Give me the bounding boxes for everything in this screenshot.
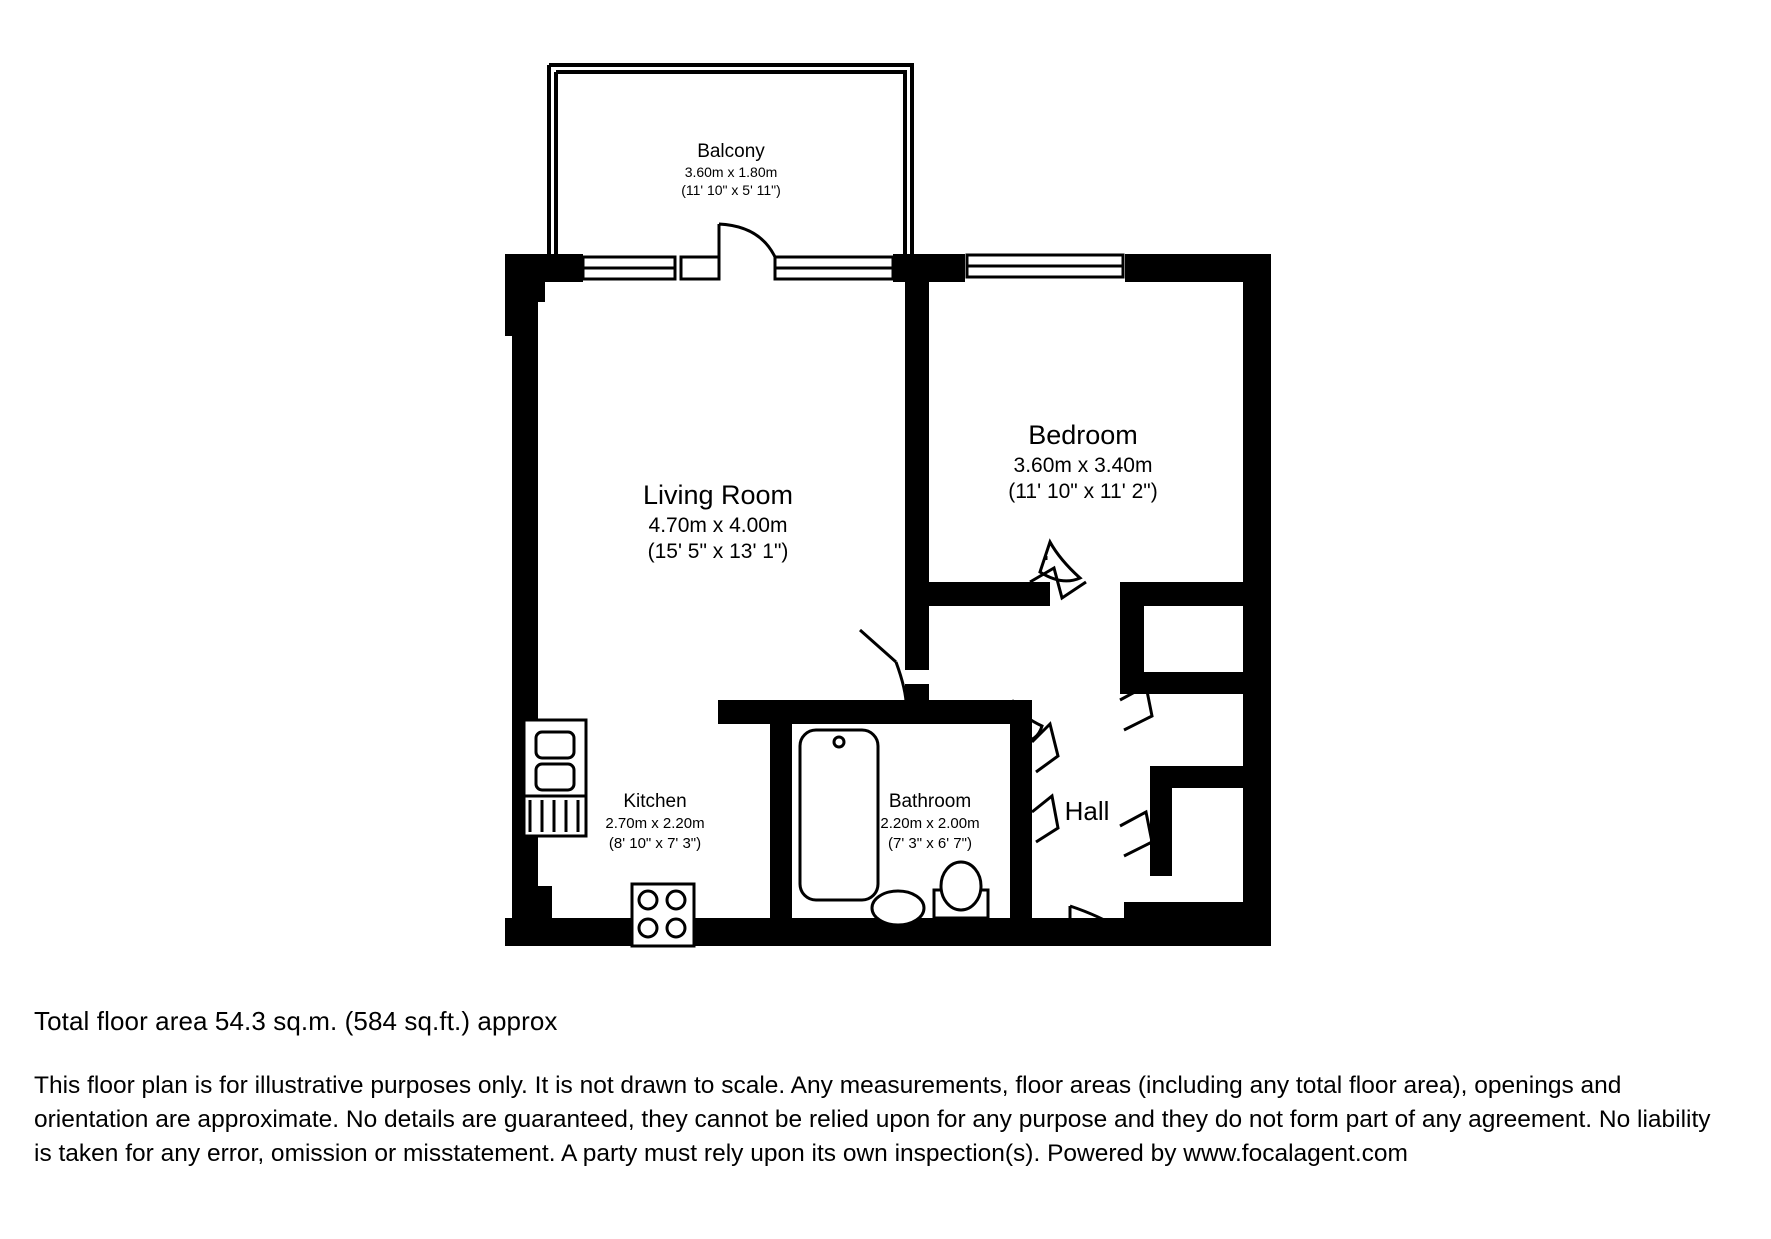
room-name-kitchen: Kitchen [623,791,687,812]
room-imperial-kitchen: (8' 10" x 7' 3") [608,834,702,852]
total-floor-area-text: Total floor area 54.3 sq.m. (584 sq.ft.) approx [34,1006,558,1036]
room-name-bathroom: Bathroom [888,791,972,812]
room-imperial-bathroom: (7' 3" x 6' 7") [888,834,972,852]
room-metric-balcony: 3.60m x 1.80m [684,164,778,181]
room-name-balcony: Balcony [697,141,765,162]
disclaimer-text: This floor plan is for illustrative purposes only. It is not drawn to scale. Any measurements, floor areas (including any total floor area), openings and orientation are approximate. No details are guaranteed, they cannot be relied upon for any purpose and they do not form part of any agreement. No liability is taken for any error, omission or misstatement. A party must rely upon its own inspection(s). Powered by www.focalagent.com [34,1072,1711,1167]
balcony-door-swing [719,224,775,257]
room-label-bathroom [880,790,979,853]
room-label-balcony [681,140,781,200]
room-metric-bathroom: 2.20m x 2.00m [880,815,980,833]
room-metric-kitchen: 2.70m x 2.20m [605,815,705,833]
room-metric-living-room: 4.70m x 4.00m [648,513,788,537]
room-label-bedroom [1008,418,1157,506]
room-name-bedroom: Bedroom [1028,420,1138,450]
room-imperial-bedroom: (11' 10" x 11' 2") [1008,480,1158,504]
room-label-hall [1065,795,1110,828]
room-name-living-room: Living Room [642,480,794,510]
room-label-living-room [643,478,793,566]
room-name-hall: Hall [1064,796,1110,826]
window-bedroom [967,255,1123,277]
room-label-kitchen [605,790,704,853]
room-imperial-balcony: (11' 10" x 5' 11") [681,182,781,199]
window-living-room [583,257,893,279]
room-imperial-living-room: (15' 5" x 13' 1") [647,540,789,564]
footer [34,1006,1734,1170]
room-metric-bedroom: 3.60m x 3.40m [1013,453,1153,477]
